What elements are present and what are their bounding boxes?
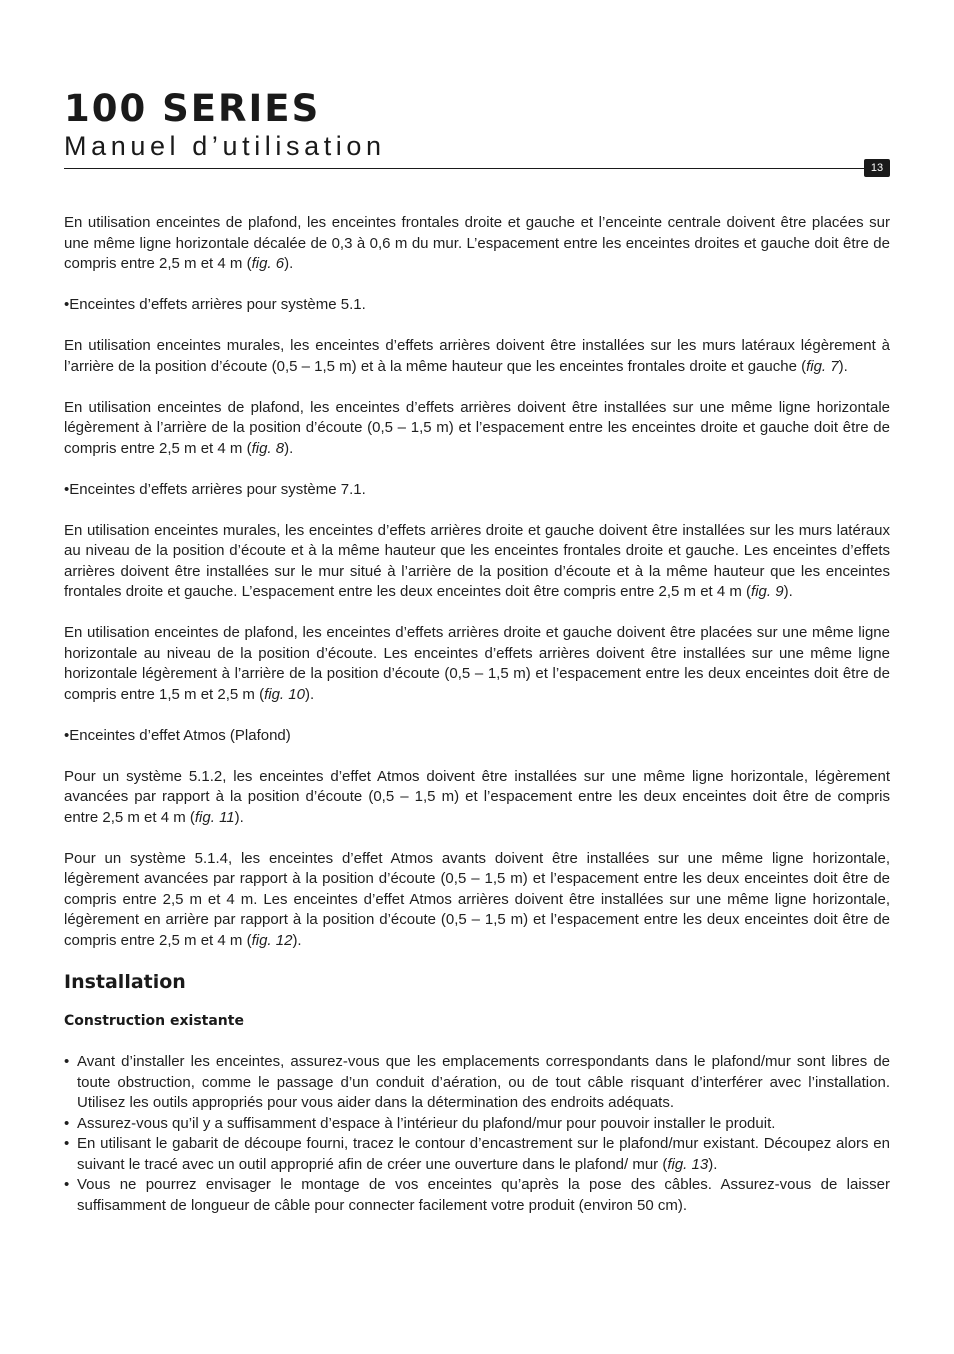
paragraph: En utilisation enceintes murales, les enceintes d’effets arrières droite et gauche doivent être installées sur les murs latéraux au niveau de la position d’écoute et à la même hauteur que les enceintes frontales droite et gauche. Les enceintes d’effets arrières doivent être installées sur le mur situé à l’arrière de la position d’écoute et à la même hauteur que les enceintes frontales droite et gauche. L’espacement entre les deux enceintes doit être compris entre 2,5 m et 4 m (fig. 9). — [64, 521, 890, 600]
figure-reference: fig. 7 — [806, 357, 839, 375]
paragraph: En utilisation enceintes de plafond, les enceintes d’effets arrières droite et gauche doivent être placées sur une même ligne horizontale au niveau de la position d’écoute. Les enceintes d’effets arrières doivent être installées sur une même ligne horizontale légèrement à l’arrière de la position d’écoute (0,5 – 1,5 m) et l’espacement entre les deux enceintes doit être de compris entre 1,5 m et 2,5 m (fig. 10). — [64, 624, 890, 703]
figure-reference: fig. 9 — [751, 583, 784, 600]
list-item: • En utilisant le gabarit de découpe fourni, tracez le contour d’encastrement sur le plafond/mur existant. Découpez alors en suivant le tracé avec un outil approprié afin de créer une ouverture dans le plafond/ mur (fig. 13). — [64, 1134, 890, 1175]
paragraph: En utilisation enceintes de plafond, les enceintes d’effets arrières doivent être installées sur une même ligne horizontale légèrement à l’arrière de la position d’écoute (0,5 – 1,5 m) et l’espacement entre les enceintes droite et gauche doit être de compris entre 2,5 m et 4 m (fig. 8). — [64, 398, 890, 457]
figure-reference: fig. 12 — [251, 931, 293, 949]
figure-reference: fig. 11 — [194, 808, 235, 826]
list-item: • Avant d’installer les enceintes, assurez-vous que les emplacements correspondants dans le plafond/mur sont libres de toute obstruction, comme le passage d’un conduit d’aération, ou de tout câble risquant d’interférer avec l’installation. Utilisez les outils appropriés pour vous aider dans la détermination des endroits adéquats. — [64, 1052, 890, 1114]
main-content — [64, 213, 890, 1216]
list-item: • Vous ne pourrez envisager le montage de vos enceintes qu’après la pose des câbles. Assurez-vous de laisser suffisamment de longueur de câble pour connecter facilement votre produit (environ 50 cm). — [64, 1175, 890, 1216]
figure-reference: fig. 6 — [251, 255, 285, 272]
installation-list — [64, 1052, 890, 1216]
paragraph: En utilisation enceintes de plafond, les enceintes frontales droite et gauche et l’enceinte centrale doivent être placées sur une même ligne horizontale décalée de 0,3 à 0,6 m du mur. L’espacement entre les enceintes droites et gauche doit être de compris entre 2,5 m et 4 m (fig. 6). — [64, 214, 890, 272]
series-title: 100 SERIES — [64, 87, 321, 130]
page-header — [64, 86, 890, 174]
figure-reference: fig. 13 — [667, 1155, 709, 1173]
section-heading-installation: Installation — [64, 971, 186, 993]
bullet-heading-7-1: •Enceintes d’effets arrières pour système 7.1. — [64, 480, 366, 498]
paragraph: Pour un système 5.1.2, les enceintes d’effet Atmos doivent être installées sur une même ligne horizontale, légèrement avancées par rapport à la position d’écoute (0,5 – 1,5 m) et l’espacement entre les deux enceintes doit être de compris entre 2,5 m et 4 m (fig. 11). — [64, 767, 890, 826]
figure-reference: fig. 10 — [264, 685, 305, 703]
page-number-badge: 13 — [864, 159, 890, 177]
bullet-heading-5-1: •Enceintes d’effets arrières pour système 5.1. — [64, 296, 366, 313]
paragraph: Pour un système 5.1.4, les enceintes d’effet Atmos avants doivent être installées sur une même ligne horizontale, légèrement avancées par rapport à la position d’écoute (0,5 – 1,5 m) et l’espacement entre les deux enceintes doit être de compris entre 2,5 m et 4 m. Les enceintes d’effet Atmos arrières doivent être installées sur une même ligne horizontale, légèrement en arrière par rapport à la position d’écoute (0,5 – 1,5 m) et l’espacement entre les deux enceintes doit être de compris entre 2,5 m et 4 m (fig. 12). — [64, 849, 890, 949]
list-item: • Assurez-vous qu’il y a suffisamment d’espace à l’intérieur du plafond/mur pour pouvoir installer le produit. — [64, 1114, 890, 1135]
figure-reference: fig. 8 — [251, 439, 285, 457]
bullet-heading-atmos: •Enceintes d’effet Atmos (Plafond) — [64, 726, 291, 744]
subtitle-row — [64, 131, 890, 174]
subsection-heading: Construction existante — [64, 1013, 244, 1029]
paragraph: En utilisation enceintes murales, les enceintes d’effets arrières doivent être installées sur les murs latéraux légèrement à l’arrière de la position d’écoute (0,5 – 1,5 m) et à la même hauteur que les enceintes frontales droite et gauche (fig. 7). — [64, 337, 890, 375]
manual-subtitle: Manuel d’utilisation — [64, 131, 386, 161]
